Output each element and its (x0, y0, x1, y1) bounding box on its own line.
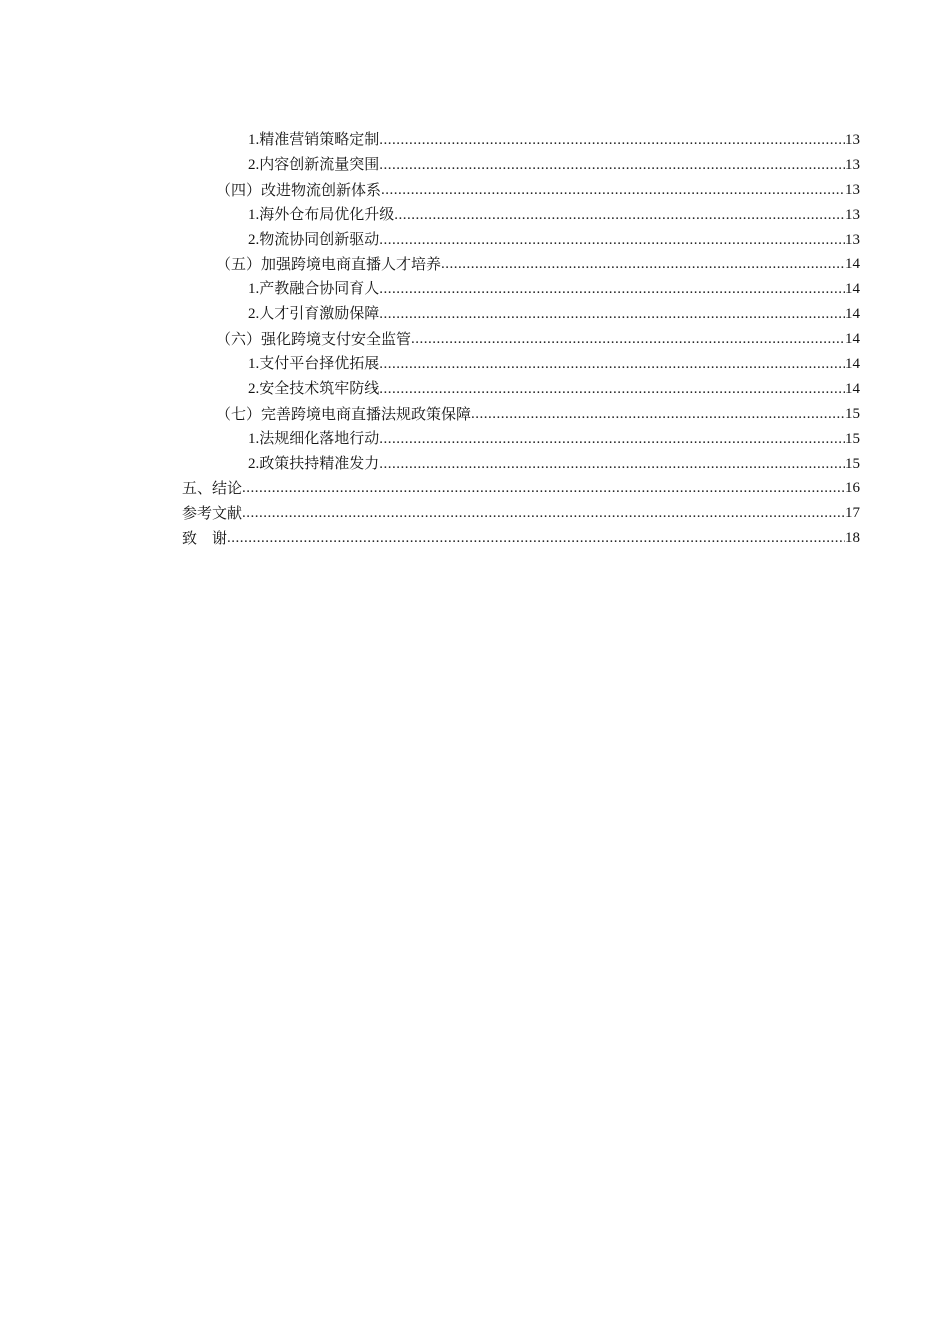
toc-entry[interactable] (182, 277, 860, 302)
toc-entry-page: 14 (845, 306, 860, 323)
toc-entry-page: 13 (845, 131, 860, 148)
dot-leader (379, 452, 845, 477)
dot-leader (379, 302, 845, 327)
toc-entry-title: 2.安全技术筑牢防线 (248, 380, 380, 397)
toc-entry-title: 2.物流协同创新驱动 (248, 231, 380, 248)
toc-entry-title: 参考文献 (182, 504, 243, 523)
dot-leader (227, 526, 845, 551)
dot-leader (379, 377, 845, 402)
toc-entry[interactable] (182, 252, 860, 277)
dot-leader (379, 427, 845, 452)
toc-entry[interactable] (182, 501, 860, 526)
toc-entry-page: 14 (845, 380, 860, 397)
toc-entry-page: 15 (845, 405, 860, 422)
toc-entry[interactable] (182, 128, 860, 153)
dot-leader (411, 327, 845, 352)
toc-entry-title: （四）改进物流创新体系 (216, 180, 382, 199)
dot-leader (379, 352, 845, 377)
toc-entry-page: 14 (845, 256, 860, 273)
toc-entry-title: 1.法规细化落地行动 (248, 430, 380, 447)
toc-entry-page: 13 (845, 156, 860, 173)
toc-entry-page: 17 (845, 505, 860, 522)
table-of-contents (182, 128, 860, 551)
toc-entry[interactable] (182, 153, 860, 178)
toc-entry[interactable] (182, 302, 860, 327)
toc-entry-title: 1.海外仓布局优化升级 (248, 206, 395, 223)
toc-entry[interactable] (182, 178, 860, 203)
toc-entry-title: 1.精准营销策略定制 (248, 131, 380, 148)
toc-entry[interactable] (182, 526, 860, 551)
dot-leader (242, 476, 845, 501)
dot-leader (441, 252, 845, 277)
toc-entry-page: 14 (845, 331, 860, 348)
toc-entry-title: （七）完善跨境电商直播法规政策保障 (216, 404, 472, 423)
toc-entry-page: 14 (845, 356, 860, 372)
toc-entry[interactable] (182, 377, 860, 402)
toc-entry-page: 13 (845, 206, 860, 223)
toc-entry[interactable] (182, 352, 860, 377)
toc-entry-page: 18 (845, 530, 860, 547)
dot-leader (242, 501, 845, 526)
toc-entry-title: 2.政策扶持精准发力 (248, 455, 380, 472)
dot-leader (471, 402, 845, 427)
dot-leader (394, 203, 845, 228)
toc-entry-title: 2.人才引育激励保障 (248, 306, 380, 323)
toc-entry[interactable] (182, 203, 860, 228)
toc-entry-title: 1.产教融合协同育人 (248, 281, 380, 298)
toc-entry-page: 15 (845, 430, 860, 447)
toc-entry-title: 2.内容创新流量突围 (248, 156, 380, 173)
toc-entry[interactable] (182, 427, 860, 452)
dot-leader (379, 277, 845, 302)
dot-leader (379, 228, 845, 253)
toc-entry-title: （六）强化跨境支付安全监管 (216, 330, 412, 349)
toc-entry-title: （五）加强跨境电商直播人才培养 (216, 255, 442, 274)
toc-entry-page: 13 (845, 181, 860, 198)
toc-entry[interactable] (182, 228, 860, 253)
toc-entry-title: 五、结论 (182, 479, 243, 498)
toc-entry-page: 13 (845, 231, 860, 248)
dot-leader (381, 178, 845, 203)
toc-entry-page: 16 (845, 480, 860, 497)
toc-entry[interactable] (182, 476, 860, 501)
toc-entry-page: 14 (845, 281, 860, 298)
toc-entry-page: 15 (845, 455, 860, 472)
toc-entry-title: 致 谢 (182, 529, 228, 548)
toc-entry-title: 1.支付平台择优拓展 (248, 356, 380, 372)
toc-entry[interactable] (182, 327, 860, 352)
dot-leader (379, 128, 845, 153)
dot-leader (379, 153, 845, 178)
toc-entry[interactable] (182, 452, 860, 477)
toc-entry[interactable] (182, 402, 860, 427)
